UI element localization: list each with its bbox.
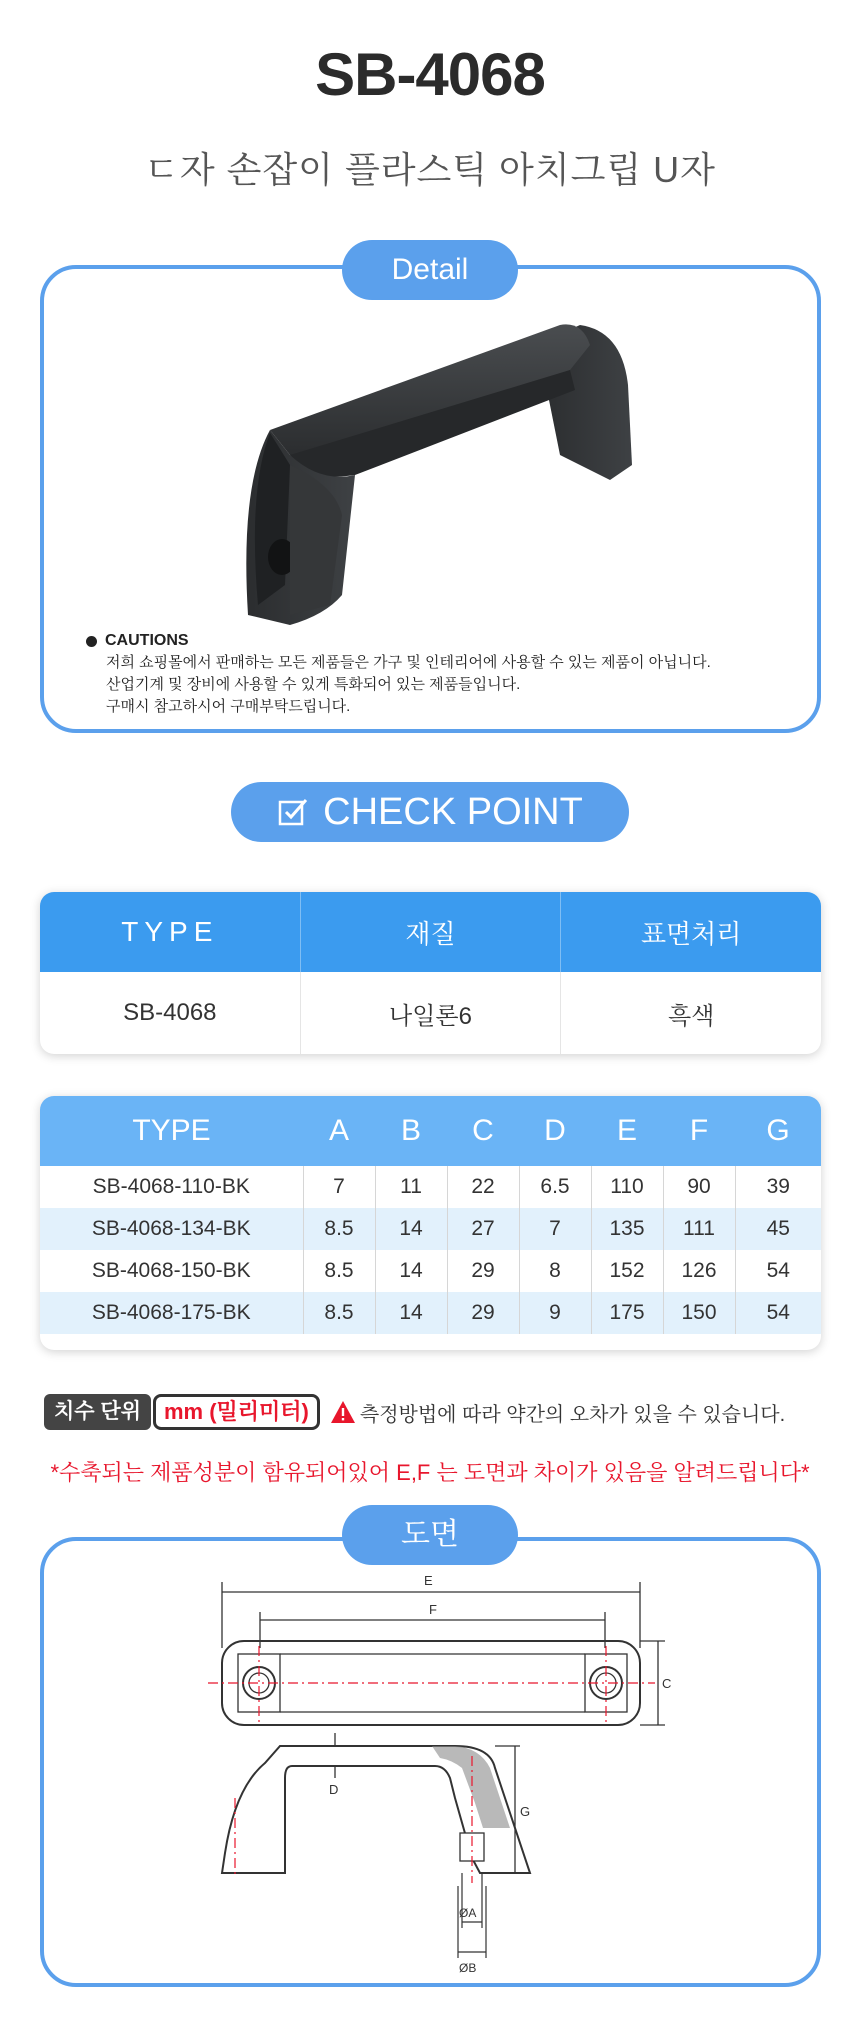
- table-cell: 175: [591, 1292, 663, 1334]
- table-row: [40, 1208, 821, 1250]
- dim-header-e: E: [591, 1096, 663, 1166]
- cautions-block: [86, 630, 806, 718]
- spec-table-header: [40, 892, 821, 972]
- table-row: [40, 1166, 821, 1208]
- table-cell: 22: [447, 1166, 519, 1208]
- table-cell: 14: [375, 1292, 447, 1334]
- drawing-label-e: E: [424, 1573, 433, 1588]
- spec-header-type: TYPE: [40, 892, 301, 972]
- bullet-icon: [86, 636, 97, 647]
- table-cell: 45: [735, 1208, 821, 1250]
- shrink-notice: *수축되는 제품성분이 함유되어있어 E,F 는 도면과 차이가 있음을 알려드립니다*: [50, 1460, 810, 1485]
- table-cell: 110: [591, 1166, 663, 1208]
- detail-pill: Detail: [342, 240, 518, 300]
- dim-header-c: C: [447, 1096, 519, 1166]
- table-cell: 11: [375, 1166, 447, 1208]
- table-cell: 135: [591, 1208, 663, 1250]
- drawing-label-b: ØB: [459, 1961, 477, 1975]
- table-row: [40, 1250, 821, 1292]
- table-cell: SB-4068-110-BK: [40, 1166, 303, 1208]
- table-cell: 27: [447, 1208, 519, 1250]
- cautions-line-3: 구매시 참고하시어 구매부탁드립니다.: [106, 698, 351, 715]
- table-cell: 150: [663, 1292, 735, 1334]
- table-cell: 14: [375, 1208, 447, 1250]
- table-cell: SB-4068-175-BK: [40, 1292, 303, 1334]
- table-cell: 29: [447, 1250, 519, 1292]
- spec-cell-type: SB-4068: [40, 972, 301, 1054]
- spec-header-finish: 표면처리: [640, 918, 742, 949]
- table-cell: 8.5: [303, 1292, 375, 1334]
- table-cell: 8.5: [303, 1250, 375, 1292]
- dim-header-f: F: [663, 1096, 735, 1166]
- dim-header-b: B: [375, 1096, 447, 1166]
- cautions-line-2: 산업기계 및 장비에 사용할 수 있게 특화되어 있는 제품들입니다.: [106, 676, 521, 693]
- spec-cell-finish: 흑색: [667, 1002, 715, 1030]
- drawing-label-f: F: [429, 1602, 437, 1617]
- drawing-label-d: D: [329, 1782, 339, 1797]
- table-cell: 152: [591, 1250, 663, 1292]
- product-subtitle: ㄷ자 손잡이 플라스틱 아치그립 U자: [144, 149, 716, 190]
- dim-header-d: D: [519, 1096, 591, 1166]
- table-cell: SB-4068-150-BK: [40, 1250, 303, 1292]
- product-photo: [230, 315, 650, 635]
- table-cell: 8: [519, 1250, 591, 1292]
- table-cell: 54: [735, 1292, 821, 1334]
- table-cell: 14: [375, 1250, 447, 1292]
- checkpoint-label: CHECK POINT: [323, 791, 583, 833]
- table-cell: 6.5: [519, 1166, 591, 1208]
- spec-cell-material: 나일론6: [301, 972, 562, 1054]
- units-row: [44, 1394, 785, 1430]
- cautions-line-1: 저희 쇼핑몰에서 판매하는 모든 제품들은 가구 및 인테리어에 사용할 수 있는 제품이 아닙니다.: [106, 654, 711, 671]
- cautions-title: CAUTIONS: [105, 632, 189, 649]
- dim-header-a: A: [303, 1096, 375, 1166]
- table-cell: 126: [663, 1250, 735, 1292]
- dimension-table-header: [40, 1096, 821, 1166]
- table-cell: 7: [519, 1208, 591, 1250]
- table-cell: 7: [303, 1166, 375, 1208]
- product-model-title: SB-4068: [315, 41, 545, 108]
- table-cell: 54: [766, 1259, 790, 1282]
- table-cell: 39: [766, 1175, 790, 1198]
- table-cell: SB-4068-134-BK: [40, 1208, 303, 1250]
- table-cell: 90: [663, 1166, 735, 1208]
- warning-icon: [330, 1400, 356, 1424]
- dim-header-type: TYPE: [40, 1096, 303, 1166]
- dimension-table: [40, 1096, 821, 1350]
- drawing-label-c: C: [662, 1676, 672, 1691]
- dim-header-g: G: [735, 1096, 821, 1166]
- drawing-label-a: ØA: [459, 1906, 477, 1920]
- table-cell: 29: [447, 1292, 519, 1334]
- table-cell: 8.5: [303, 1208, 375, 1250]
- units-label: 치수 단위: [44, 1394, 151, 1430]
- spec-table-row: [40, 972, 821, 1054]
- table-row: [40, 1292, 821, 1334]
- table-cell: 111: [663, 1208, 735, 1250]
- drawing-label-g: G: [520, 1804, 531, 1819]
- checkbox-icon: [277, 796, 309, 828]
- spec-header-material: 재질: [301, 892, 562, 972]
- table-cell: 9: [519, 1292, 591, 1334]
- checkpoint-pill: [231, 782, 629, 842]
- measurement-notice: 측정방법에 따라 약간의 오차가 있을 수 있습니다.: [359, 1403, 786, 1426]
- units-value: mm (밀리미터): [153, 1394, 320, 1430]
- spec-table: [40, 892, 821, 1054]
- technical-drawing: [200, 1568, 680, 1978]
- drawing-pill: 도면: [342, 1505, 518, 1565]
